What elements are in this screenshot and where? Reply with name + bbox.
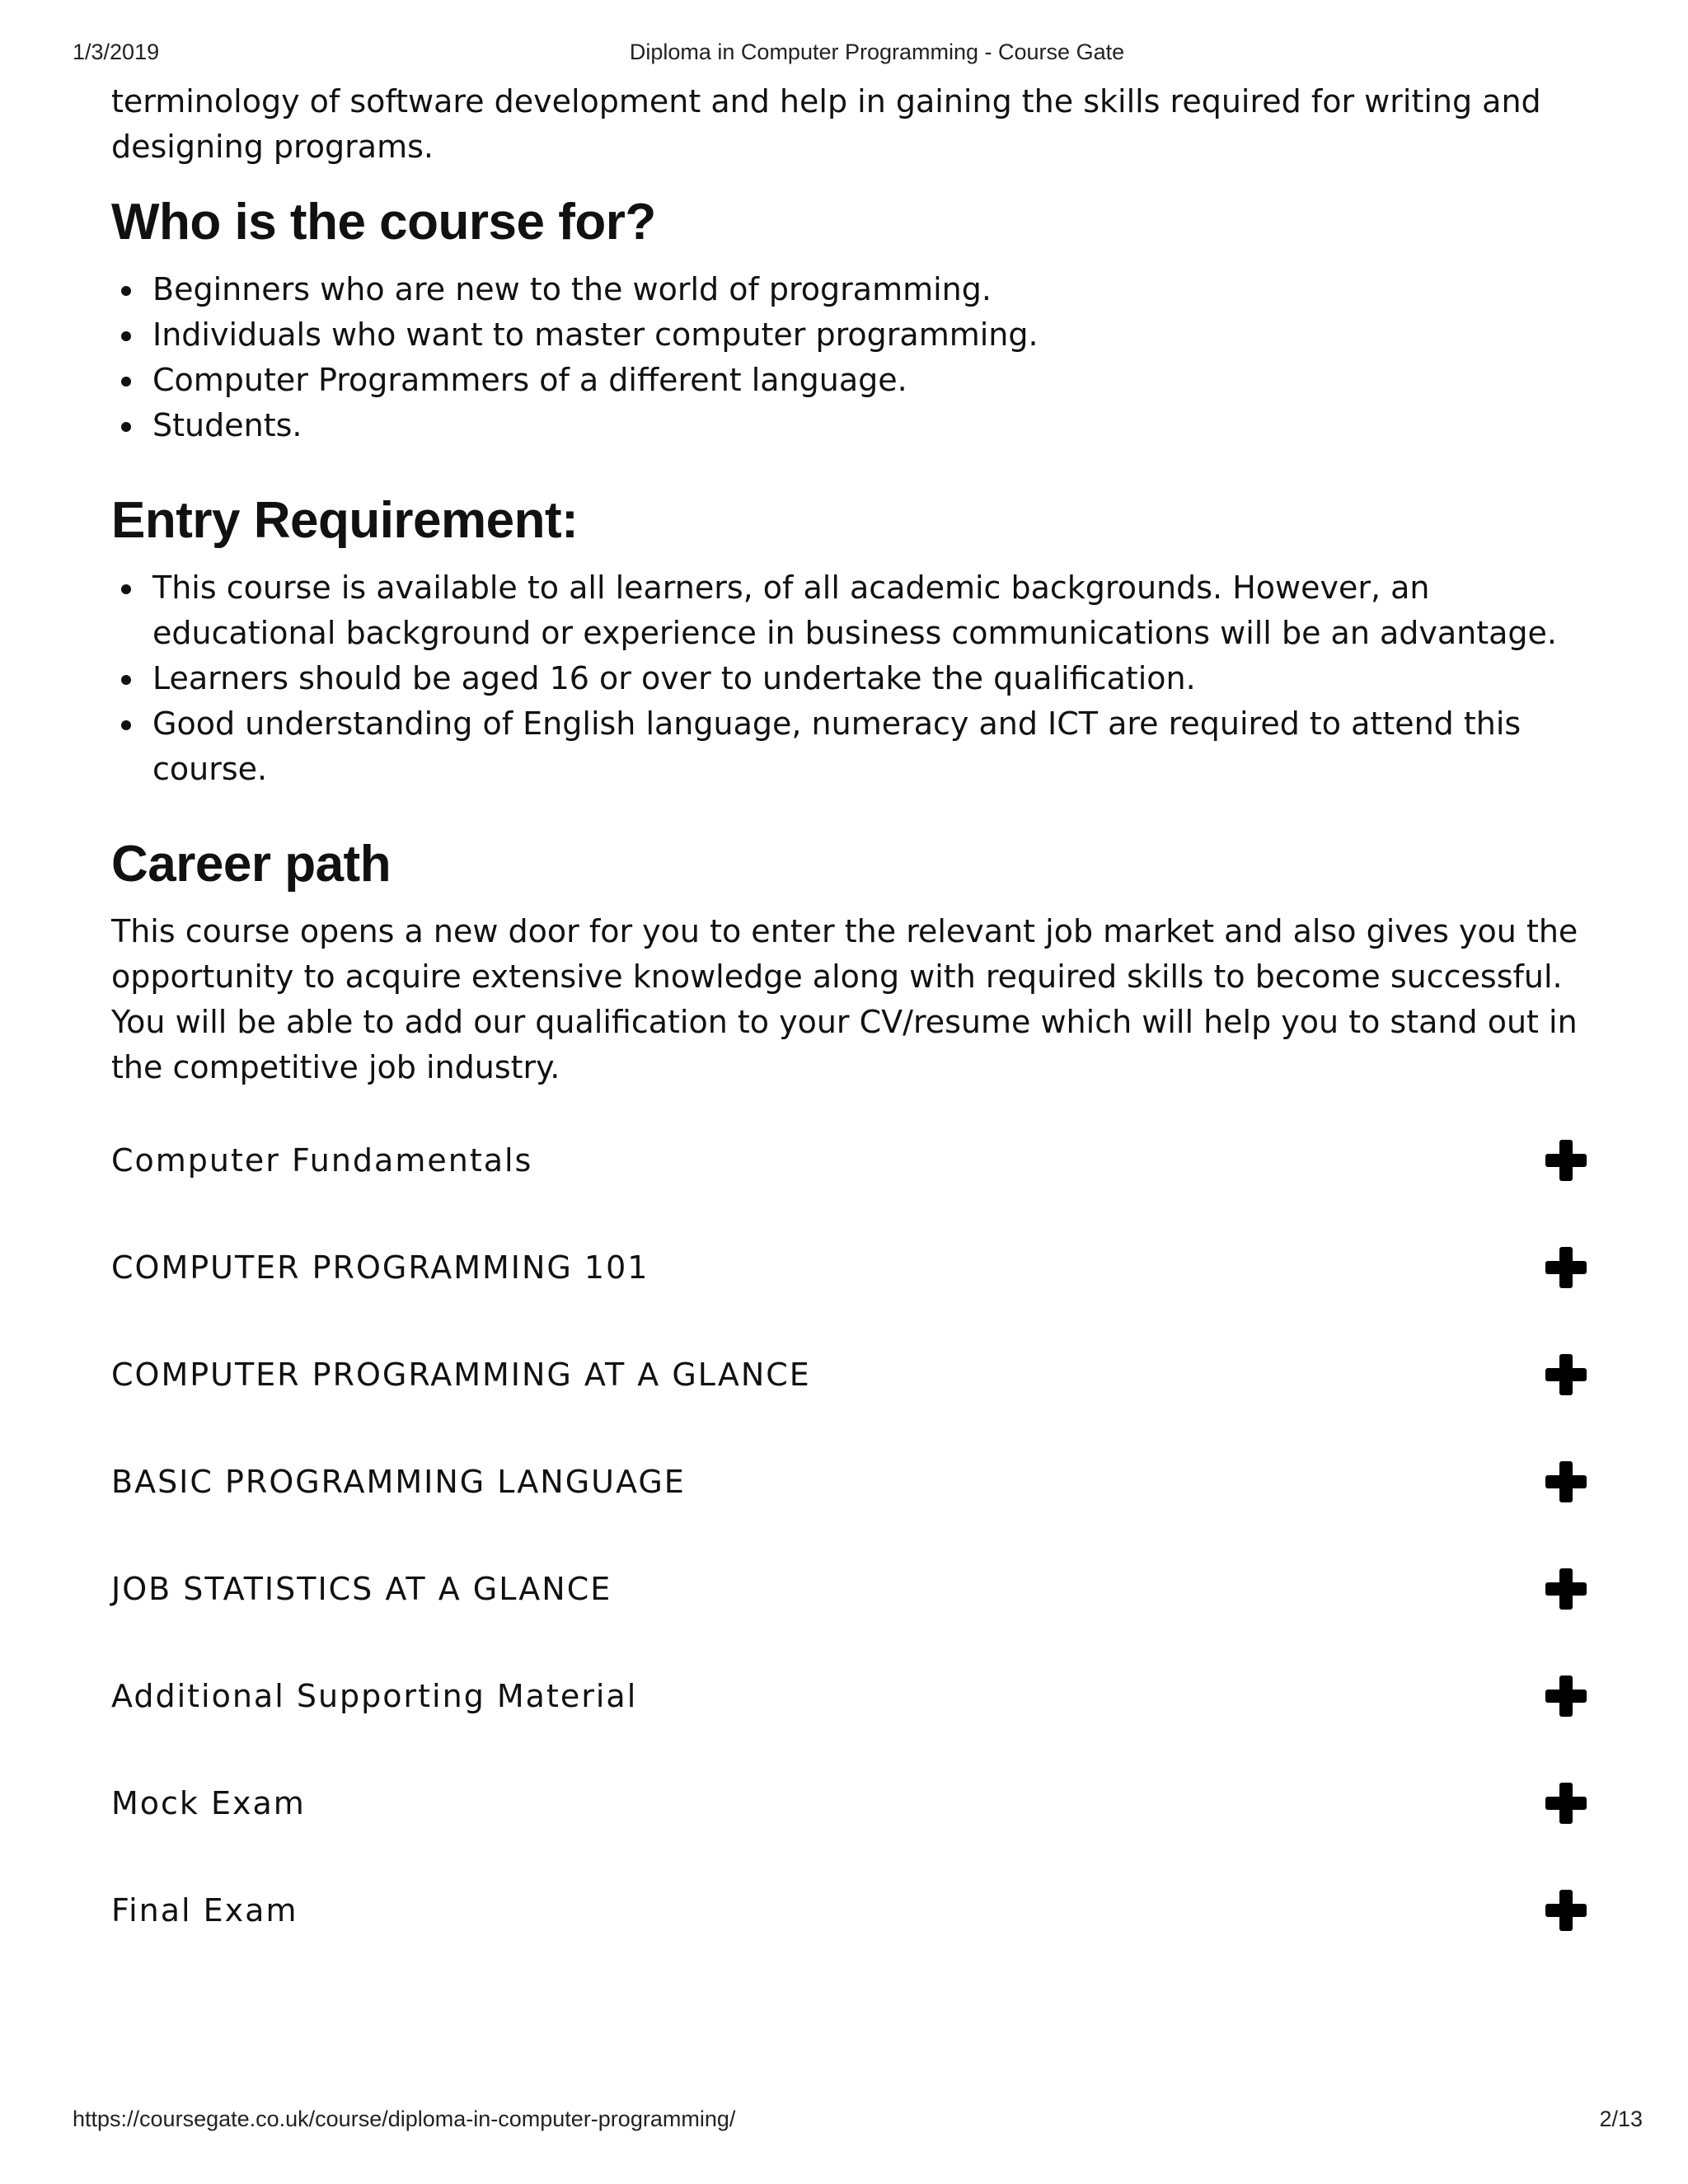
accordion-item-final-exam[interactable] <box>111 1857 1587 1964</box>
accordion-item-mock-exam[interactable] <box>111 1750 1587 1857</box>
bullet-icon <box>121 331 131 341</box>
plus-icon[interactable] <box>1545 1890 1587 1931</box>
career-path-heading: Career path <box>111 836 392 893</box>
course-content <box>111 79 1587 1964</box>
bullet-icon <box>121 720 131 730</box>
plus-icon[interactable] <box>1545 1247 1587 1288</box>
accordion-item-label: Mock Exam <box>111 1785 306 1821</box>
accordion-item-label: JOB STATISTICS AT A GLANCE <box>111 1571 612 1607</box>
bullet-icon <box>121 422 131 432</box>
print-page-title: Diploma in Computer Programming - Course Gate <box>629 40 1125 64</box>
accordion-item-computer-programming-at-a-glance[interactable] <box>111 1321 1587 1428</box>
accordion-item-computer-programming-101[interactable] <box>111 1214 1587 1321</box>
entry-requirement-list <box>111 565 1587 792</box>
plus-icon[interactable] <box>1545 1461 1587 1502</box>
list-item: Learners should be aged 16 or over to undertake the qualification. <box>152 656 1587 701</box>
print-url: https://coursegate.co.uk/course/diploma-in-computer-programming/ <box>73 2107 736 2131</box>
entry-requirement-heading: Entry Requirement: <box>111 492 579 549</box>
page-number: 2/13 <box>1599 2107 1643 2131</box>
bullet-icon <box>121 584 131 594</box>
list-item: Beginners who are new to the world of programming. <box>152 267 1587 312</box>
list-item: Students. <box>152 403 1587 448</box>
bullet-icon <box>121 286 131 296</box>
accordion-item-basic-programming-language[interactable] <box>111 1428 1587 1535</box>
who-for-list <box>111 267 1587 448</box>
accordion-item-label: COMPUTER PROGRAMMING 101 <box>111 1249 649 1286</box>
print-date: 1/3/2019 <box>73 40 160 64</box>
bullet-icon <box>121 675 131 685</box>
list-item: This course is available to all learners, of all academic backgrounds. However, an educational background or experience in business communications will be an advantage. <box>152 565 1587 656</box>
plus-icon[interactable] <box>1545 1675 1587 1717</box>
accordion-item-label: Computer Fundamentals <box>111 1142 533 1179</box>
career-path-paragraph: This course opens a new door for you to enter the relevant job market and also gives you the opportunity to acquire extensive knowledge along with required skills to become successful. You will be able to add our qualification to your CV/resume which will help you to stand out in the competitive job industry. <box>111 913 1578 1085</box>
accordion-item-computer-fundamentals[interactable] <box>111 1107 1587 1214</box>
plus-icon[interactable] <box>1545 1568 1587 1610</box>
accordion-item-label: Final Exam <box>111 1892 298 1929</box>
accordion-item-job-statistics-at-a-glance[interactable] <box>111 1535 1587 1643</box>
bullet-icon <box>121 377 131 387</box>
plus-icon[interactable] <box>1545 1783 1587 1824</box>
list-item: Individuals who want to master computer programming. <box>152 312 1587 358</box>
list-item: Good understanding of English language, numeracy and ICT are required to attend this course. <box>152 701 1587 792</box>
accordion-item-label: COMPUTER PROGRAMMING AT A GLANCE <box>111 1357 811 1393</box>
plus-icon[interactable] <box>1545 1140 1587 1181</box>
who-for-heading: Who is the course for? <box>111 194 656 251</box>
accordion-item-additional-supporting-material[interactable] <box>111 1643 1587 1750</box>
list-item: Computer Programmers of a different language. <box>152 358 1587 403</box>
accordion-item-label: BASIC PROGRAMMING LANGUAGE <box>111 1464 686 1500</box>
curriculum-accordion <box>111 1107 1587 1964</box>
intro-paragraph: terminology of software development and help in gaining the skills required for writing and designing programs. <box>111 83 1541 165</box>
accordion-item-label: Additional Supporting Material <box>111 1678 638 1714</box>
print-header <box>0 40 1688 69</box>
plus-icon[interactable] <box>1545 1354 1587 1395</box>
